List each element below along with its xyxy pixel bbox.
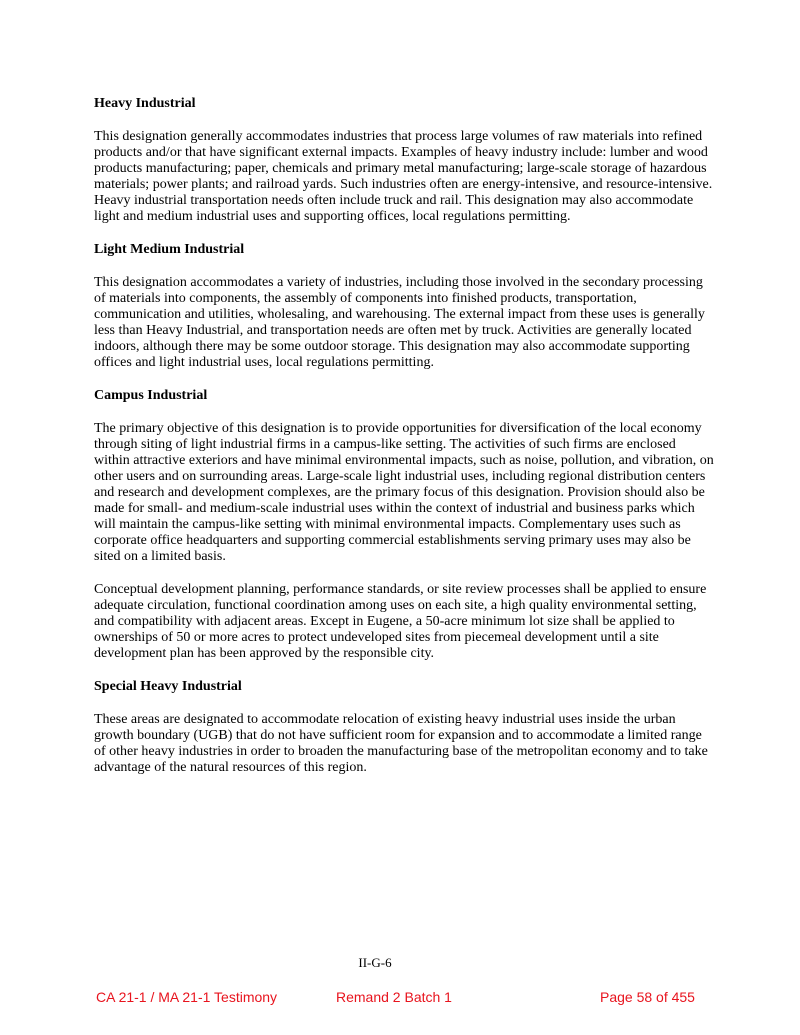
footer-batch-label: Remand 2 Batch 1 bbox=[336, 989, 452, 1005]
section-campus-industrial bbox=[94, 388, 714, 662]
section-heading: Special Heavy Industrial bbox=[94, 679, 242, 694]
paragraph: This designation generally accommodates industries that process large volumes of raw materials into refined products and/or that have significant external impacts. Examples of heavy industry include: lumber and wood products manufacturing; paper, chemicals and primary metal manufacturing; large-scale storage of hazardous materials; power plants; and railroad yards. Such industries often are energy-intensive, and resource-intensive. Heavy industrial transportation needs often include truck and rail. This designation may also accommodate light and medium industrial uses and supporting offices, local regulations permitting. bbox=[94, 129, 713, 224]
section-heading: Heavy Industrial bbox=[94, 96, 196, 111]
paragraph: This designation accommodates a variety of industries, including those involved in the secondary processing of materials into components, the assembly of components into finished products, transportation, communication and utilities, wholesaling, and warehousing. The external impact from these uses is generally less than Heavy Industrial, and transportation needs are often met by truck. Activities are generally located indoors, although there may be some outdoor storage. This designation may also accommodate supporting offices and light industrial uses, local regulations permitting. bbox=[94, 275, 705, 370]
footer-case-label: CA 21-1 / MA 21-1 Testimony bbox=[96, 989, 278, 1005]
section-heading: Light Medium Industrial bbox=[94, 242, 245, 257]
section-heavy-industrial bbox=[94, 96, 714, 225]
footer-page-count: Page 58 of 455 bbox=[600, 989, 695, 1005]
paragraph: The primary objective of this designation is to provide opportunities for diversification of the local economy through siting of light industrial firms in a campus-like setting. The activities of such firms are enclosed within attractive exteriors and have minimal environmental impacts, such as noise, pollution, and vibration, on other users and on surrounding areas. Large-scale light industrial uses, including regional distribution centers and research and development complexes, are the primary focus of this designation. Provision should also be made for small- and medium-scale industrial uses within the context of industrial and business parks which will maintain the campus-like setting with minimal environmental impacts. Complementary uses such as corporate office headquarters and supporting commercial establishments serving primary uses may also be sited on a limited basis. bbox=[94, 421, 714, 564]
page-number: II-G-6 bbox=[358, 955, 392, 970]
section-heading: Campus Industrial bbox=[94, 388, 208, 403]
document-body bbox=[94, 96, 714, 793]
section-light-medium-industrial bbox=[94, 242, 714, 371]
section-special-heavy-industrial bbox=[94, 679, 714, 776]
paragraph: Conceptual development planning, performance standards, or site review processes shall be applied to ensure adequate circulation, functional coordination among uses on each site, a high quality environmental setting, and compatibility with adjacent areas. Except in Eugene, a 50-acre minimum lot size shall be applied to ownerships of 50 or more acres to protect undeveloped sites from piecemeal development until a site development plan has been approved by the responsible city. bbox=[94, 582, 707, 661]
paragraph: These areas are designated to accommodate relocation of existing heavy industrial uses inside the urban growth boundary (UGB) that do not have sufficient room for expansion and to accommodate a limited range of other heavy industries in order to broaden the manufacturing base of the metropolitan economy and to take advantage of the natural resources of this region. bbox=[94, 712, 708, 775]
